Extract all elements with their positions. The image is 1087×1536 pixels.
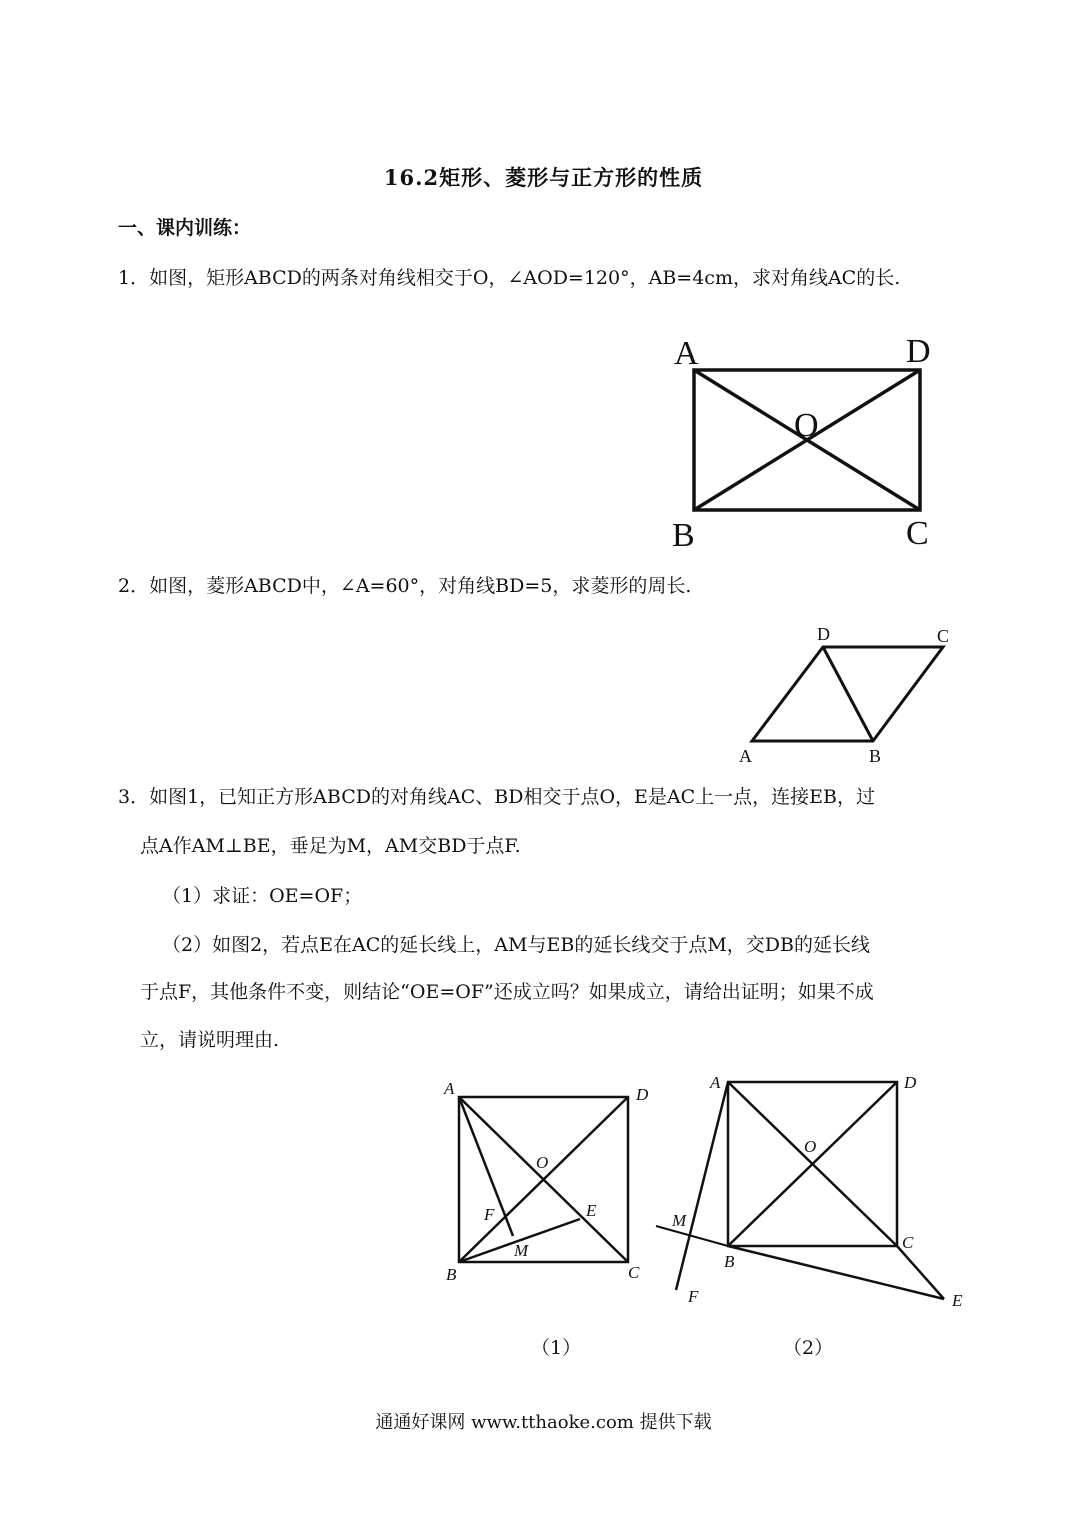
label-c: C <box>902 1233 914 1252</box>
label-e: E <box>586 1201 597 1220</box>
label-c: C <box>906 515 929 552</box>
label-d: D <box>904 1073 917 1092</box>
label-o: O <box>536 1153 549 1172</box>
label-b: B <box>672 517 695 554</box>
problem-3-part-1: （1）求证：OE=OF； <box>162 885 363 907</box>
problem-3-line-1: 3．如图1，已知正方形ABCD的对角线AC、BD相交于点O，E是AC上一点，连接EB，过 <box>118 786 875 808</box>
label-d: D <box>636 1085 649 1104</box>
label-f: F <box>688 1287 699 1306</box>
problem-3-part-2-line-1: （2）如图2，若点E在AC的延长线上，AM与EB的延长线交于点M，交DB的延长线 <box>162 934 870 956</box>
label-d: D <box>906 333 931 370</box>
extension-ce <box>897 1246 944 1299</box>
label-o: O <box>794 407 819 444</box>
label-c: C <box>937 626 950 646</box>
label-a: A <box>710 1073 721 1092</box>
problem-3-part-2-line-2: 于点F，其他条件不变，则结论“OE=OF”还成立吗？如果成立，请给出证明；如果不成 <box>140 981 874 1003</box>
label-m: M <box>514 1241 529 1260</box>
label-b: B <box>869 746 882 766</box>
label-a: A <box>739 746 752 766</box>
segment-eb <box>728 1246 944 1299</box>
label-o: O <box>804 1137 817 1156</box>
problem-1-text: 1．如图，矩形ABCD的两条对角线相交于O，∠AOD=120°，AB=4cm，求对角线AC的长. <box>118 267 901 289</box>
page-title: 16.2矩形、菱形与正方形的性质 <box>383 165 704 190</box>
label-m: M <box>672 1211 687 1230</box>
label-e: E <box>952 1291 963 1310</box>
label-f: F <box>484 1205 495 1224</box>
problem-3-part-2-line-3: 立，请说明理由. <box>140 1029 280 1051</box>
footer: 通通好课网 www.tthaoke.com 提供下载 <box>375 1412 712 1433</box>
label-b: B <box>724 1252 735 1271</box>
figure-square-1 <box>430 1070 660 1290</box>
line-amf <box>676 1082 728 1290</box>
label-b: B <box>446 1265 457 1284</box>
figure-rhombus <box>730 620 960 770</box>
figure-caption-1: （1） <box>531 1337 582 1359</box>
section-heading: 一、课内训练： <box>118 217 252 239</box>
label-a: A <box>674 335 699 372</box>
label-c: C <box>628 1263 640 1282</box>
figure-caption-2: （2） <box>783 1337 834 1359</box>
figure-square-2 <box>648 1062 978 1312</box>
label-d: D <box>817 624 830 644</box>
figure-rectangle <box>660 330 950 555</box>
label-a: A <box>444 1079 455 1098</box>
problem-3-line-2: 点A作AM⊥BE，垂足为M，AM交BD于点F. <box>140 835 521 857</box>
diagonal-bd <box>823 647 873 741</box>
problem-2-text: 2．如图，菱形ABCD中，∠A=60°，对角线BD=5，求菱形的周长. <box>118 575 692 597</box>
